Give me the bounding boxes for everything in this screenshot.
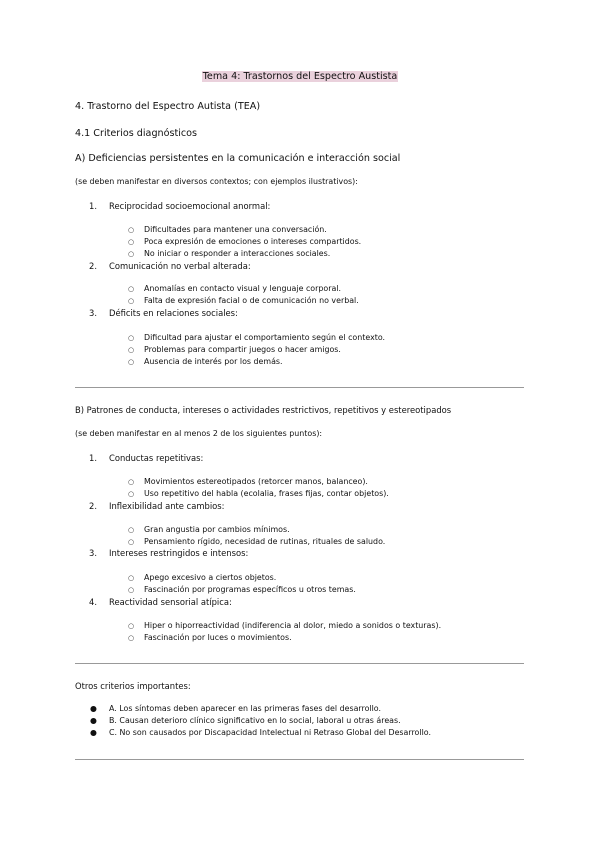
sub-bullet: ○ Uso repetitivo del habla (ecolalia, frases fijas, contar objetos). xyxy=(128,489,389,498)
item-number: 2. xyxy=(89,261,97,271)
section-a-title: A) Deficiencias persistentes en la comunicación e interacción social xyxy=(75,153,401,164)
sub-bullet: ○ Fascinación por programas específicos u otros temas. xyxy=(128,585,356,594)
bullet-item: ● C. No son causados por Discapacidad Intelectual ni Retraso Global del Desarrollo. xyxy=(90,728,431,737)
heading-tea: 4. Trastorno del Espectro Autista (TEA) xyxy=(75,101,261,112)
item-label: Reactividad sensorial atípica: xyxy=(109,597,232,607)
item-number: 2. xyxy=(89,501,97,511)
item-label: Reciprocidad socioemocional anormal: xyxy=(109,201,271,211)
sub-bullet: ○ Pensamiento rígido, necesidad de rutinas, rituales de saludo. xyxy=(128,537,386,546)
sub-bullet: ○ Apego excesivo a ciertos objetos. xyxy=(128,573,277,582)
sub-bullet: ○ Problemas para compartir juegos o hacer amigos. xyxy=(128,345,341,354)
page-title xyxy=(0,71,600,82)
section-b-note: (se deben manifestar en al menos 2 de los siguientes puntos): xyxy=(75,429,323,438)
sub-bullet: ○ Dificultades para mantener una conversación. xyxy=(128,225,327,234)
item-label: Inflexibilidad ante cambios: xyxy=(109,501,225,511)
divider xyxy=(75,663,524,664)
item-label: Conductas repetitivas: xyxy=(109,453,204,463)
divider xyxy=(75,759,524,760)
sub-bullet: ○ Fascinación por luces o movimientos. xyxy=(128,633,292,642)
sub-bullet: ○ Anomalías en contacto visual y lenguaje corporal. xyxy=(128,284,341,293)
bullet-item: ● A. Los síntomas deben aparecer en las primeras fases del desarrollo. xyxy=(90,704,381,713)
divider xyxy=(75,387,524,388)
bullet-item: ● B. Causan deterioro clínico significativo en lo social, laboral u otras áreas. xyxy=(90,716,401,725)
sub-bullet: ○ Hiper o hiporreactividad (indiferencia al dolor, miedo a sonidos o texturas). xyxy=(128,621,442,630)
item-number: 1. xyxy=(89,453,97,463)
sub-bullet: ○ Movimientos estereotipados (retorcer manos, balanceo). xyxy=(128,477,368,486)
page-title-text: Tema 4: Trastornos del Espectro Austista xyxy=(202,71,398,82)
sub-bullet: ○ No iniciar o responder a interacciones sociales. xyxy=(128,249,331,258)
sub-bullet: ○ Poca expresión de emociones o intereses compartidos. xyxy=(128,237,362,246)
other-title: Otros criterios importantes: xyxy=(75,681,191,691)
heading-criterios: 4.1 Criterios diagnósticos xyxy=(75,128,198,139)
sub-bullet: ○ Falta de expresión facial o de comunicación no verbal. xyxy=(128,296,359,305)
item-label: Comunicación no verbal alterada: xyxy=(109,261,251,271)
item-number: 3. xyxy=(89,548,97,558)
item-number: 1. xyxy=(89,201,97,211)
item-label: Intereses restringidos e intensos: xyxy=(109,548,249,558)
item-number: 3. xyxy=(89,308,97,318)
section-b-title: B) Patrones de conducta, intereses o actividades restrictivos, repetitivos y estereotipados xyxy=(75,405,452,415)
sub-bullet: ○ Dificultad para ajustar el comportamiento según el contexto. xyxy=(128,333,386,342)
item-number: 4. xyxy=(89,597,97,607)
item-label: Déficits en relaciones sociales: xyxy=(109,308,238,318)
section-a-note: (se deben manifestar en diversos contextos; con ejemplos ilustrativos): xyxy=(75,177,358,186)
sub-bullet: ○ Gran angustia por cambios mínimos. xyxy=(128,525,290,534)
sub-bullet: ○ Ausencia de interés por los demás. xyxy=(128,357,283,366)
